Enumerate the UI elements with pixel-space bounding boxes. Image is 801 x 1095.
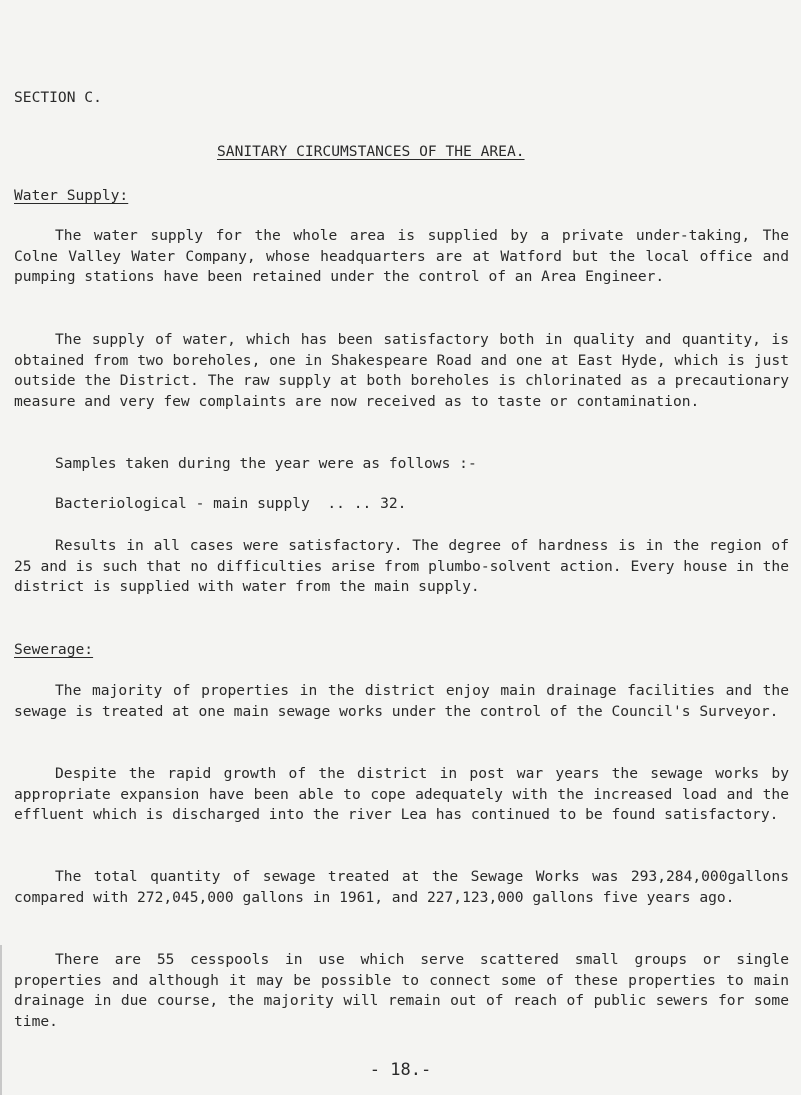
scan-edge-mark — [0, 945, 2, 1095]
sewerage-paragraph-3 — [14, 867, 789, 908]
sewerage-paragraph-2-text: Despite the rapid growth of the district in post war years the sewage works by appropriate expansion have been able to cope adequately with the increased load and the effluent which is discharged into the river Lea has continued to be found satisfactory. — [14, 765, 789, 823]
water-paragraph-2-text: The supply of water, which has been satisfactory both in quality and quantity, is obtained from two boreholes, one in Shakespeare Road and one at East Hyde, which is just outside the District. The raw supply at both boreholes is chlorinated as a precautionary measure and very few complaints are now received as to taste or contamination. — [14, 331, 789, 410]
sewerage-paragraph-4 — [14, 950, 789, 1032]
sewerage-paragraph-1 — [14, 681, 789, 722]
section-label: SECTION C. — [14, 89, 102, 106]
water-paragraph-4 — [14, 536, 789, 598]
water-paragraph-3 — [14, 454, 789, 475]
sewerage-paragraph-2 — [14, 764, 789, 826]
water-supply-heading: Water Supply: — [14, 187, 129, 204]
sample-line-text: Bacteriological - main supply .. .. 32. — [55, 495, 407, 512]
sewerage-paragraph-3-text: The total quantity of sewage treated at the Sewage Works was 293,284,000gallons compared with 272,045,000 gallons in 1961, and 227,123,000 gallons five years ago. — [14, 868, 789, 906]
water-paragraph-1 — [14, 226, 789, 288]
sample-line — [14, 494, 789, 515]
water-paragraph-1-text: The water supply for the whole area is supplied by a private under-taking, The Colne Valley Water Company, whose headquarters are at Watford but the local office and pumping stations have been retained under the control of an Area Engineer. — [14, 227, 789, 285]
page-number: - 18.- — [369, 1060, 432, 1080]
water-paragraph-4-text: Results in all cases were satisfactory. The degree of hardness is in the region of 25 and is such that no difficulties arise from plumbo-solvent action. Every house in the district is supplied with water from the main supply. — [14, 537, 789, 595]
water-paragraph-3-text: Samples taken during the year were as follows :- — [55, 455, 477, 472]
water-paragraph-2 — [14, 330, 789, 412]
sewerage-paragraph-1-text: The majority of properties in the district enjoy main drainage facilities and the sewage is treated at one main sewage works under the control of the Council's Surveyor. — [14, 682, 789, 720]
sewerage-heading: Sewerage: — [14, 641, 94, 658]
document-title: SANITARY CIRCUMSTANCES OF THE AREA. — [217, 143, 525, 160]
sewerage-paragraph-4-text: There are 55 cesspools in use which serve scattered small groups or single properties and although it may be possible to connect some of these properties to main drainage in due course, the majority will remain out of reach of public sewers for some time. — [14, 951, 789, 1030]
